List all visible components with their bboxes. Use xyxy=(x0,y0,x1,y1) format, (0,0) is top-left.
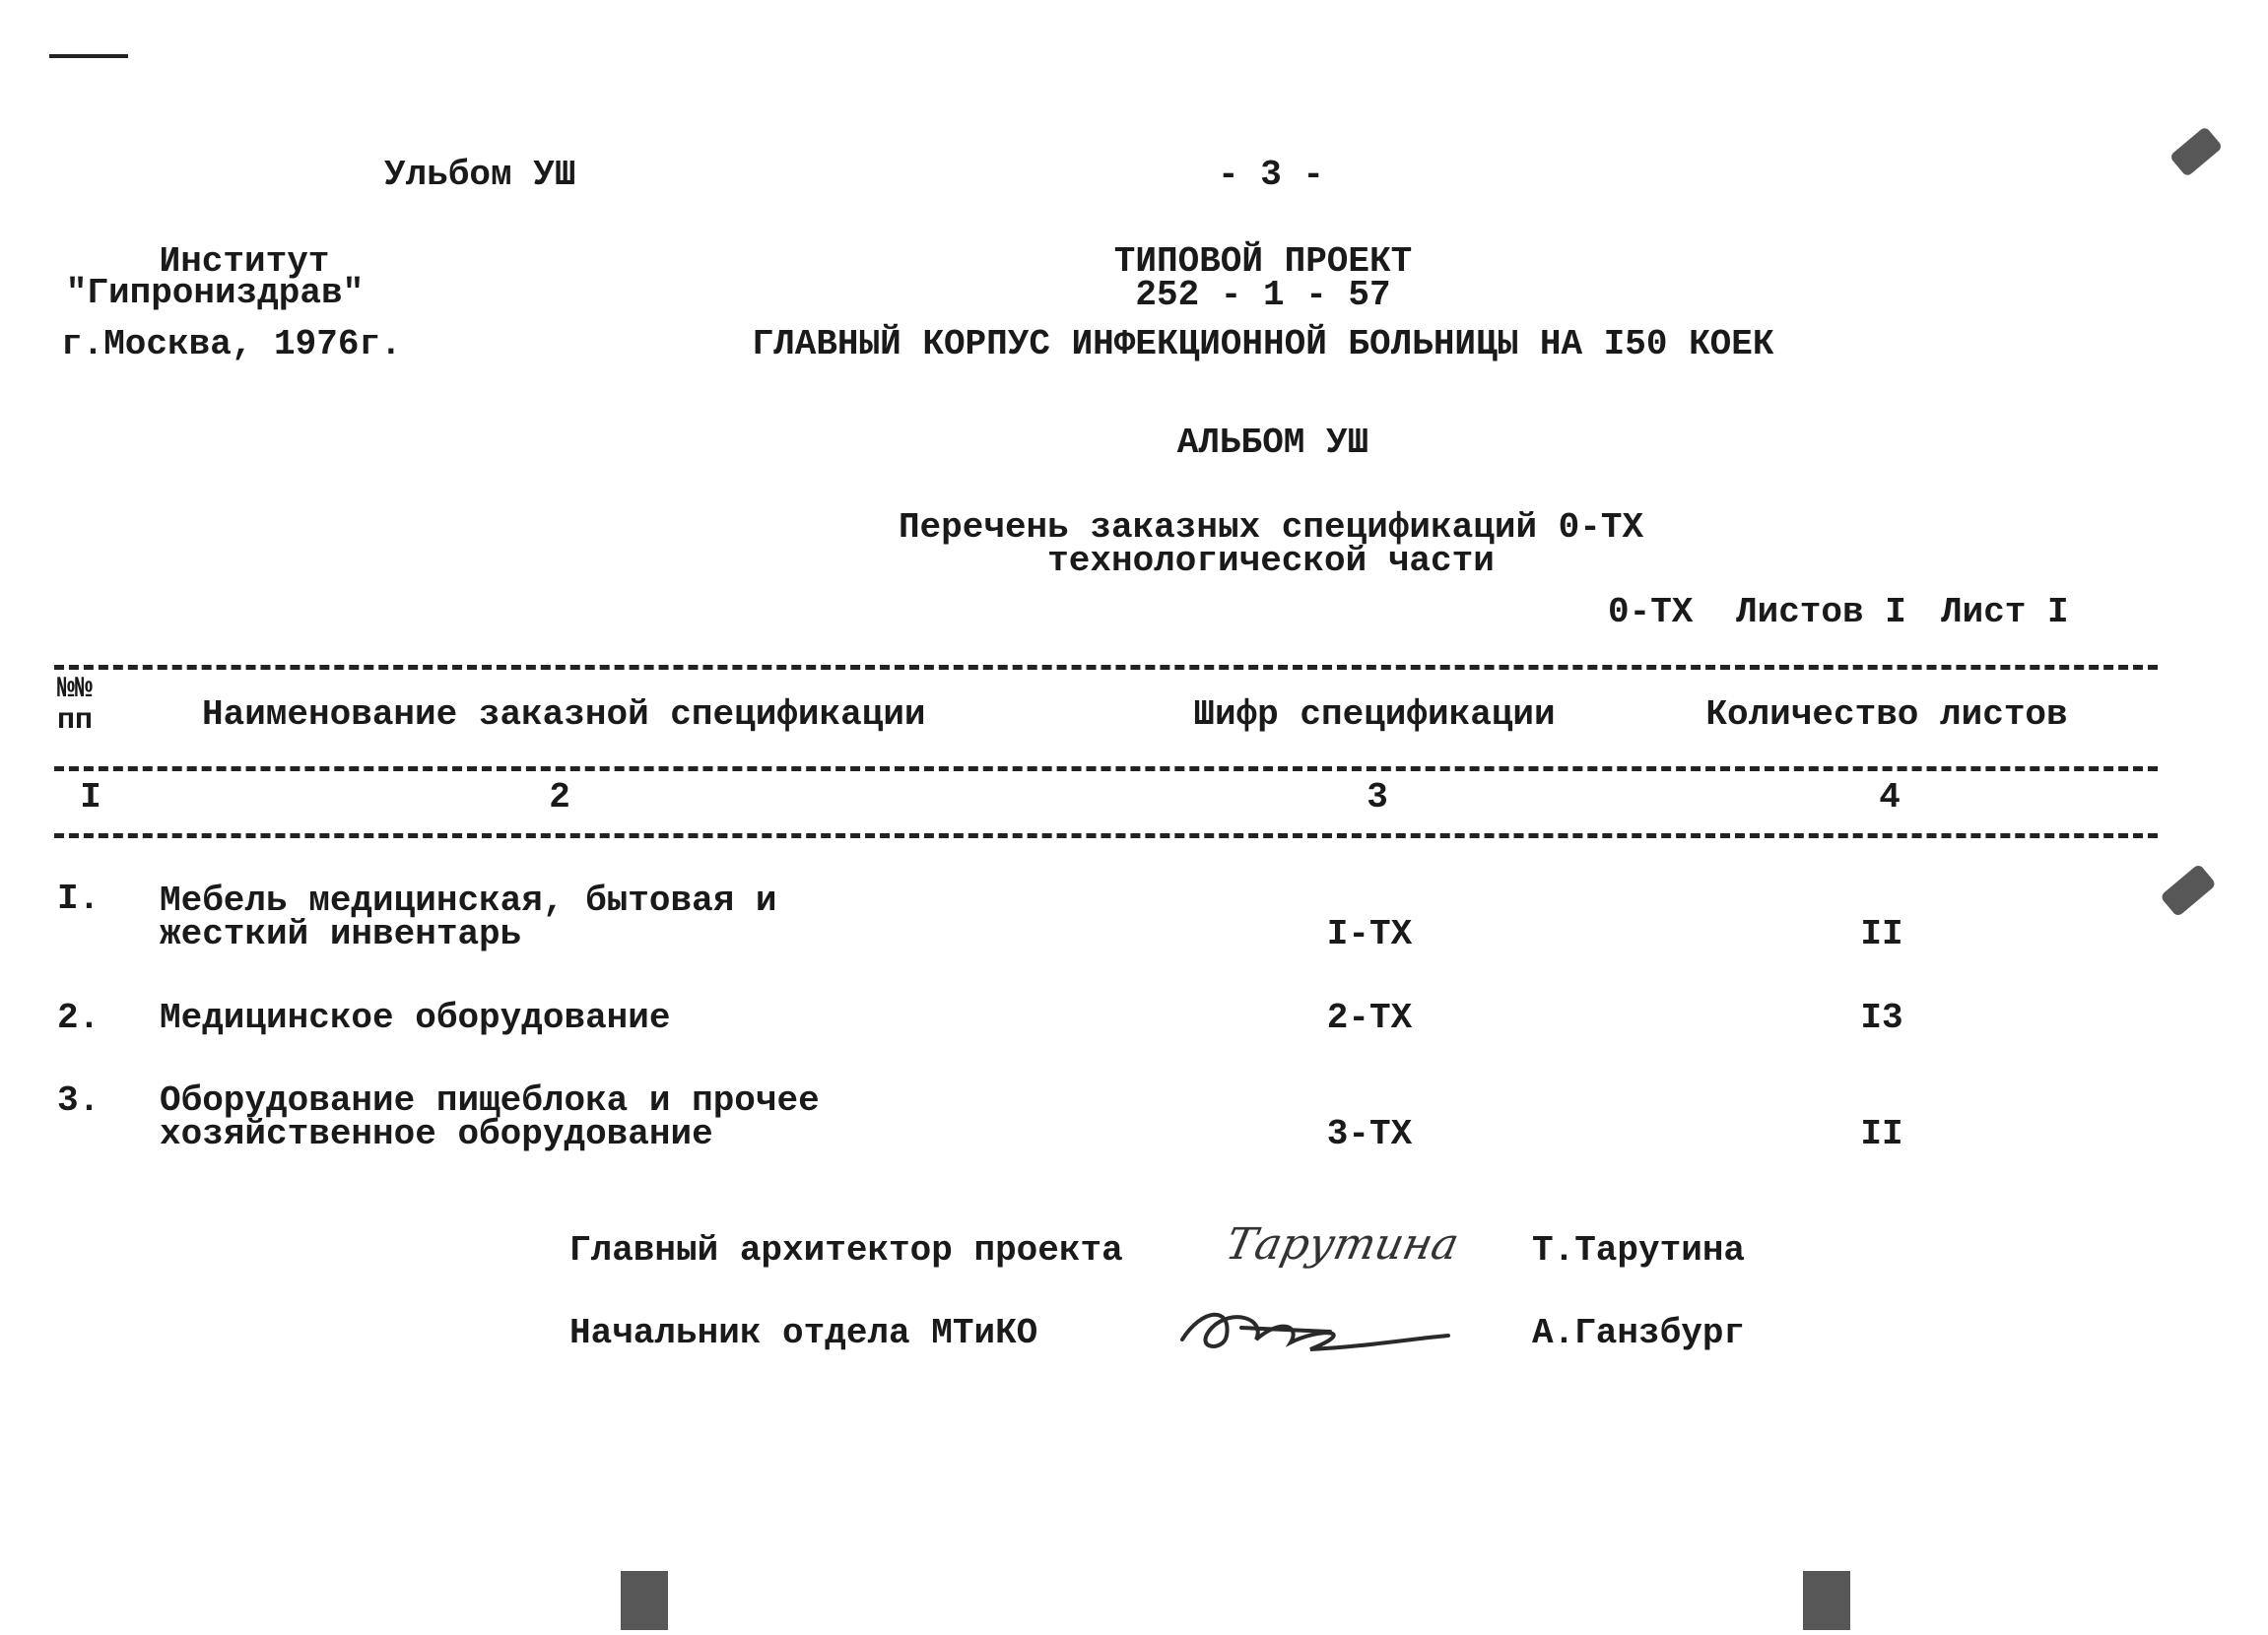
project-type: ТИПОВОЙ ПРОЕКТ xyxy=(1113,241,1413,282)
signature-role: Главный архитектор проекта xyxy=(569,1230,1123,1271)
sheet-code: 0-ТХ xyxy=(1608,592,1694,632)
project-code: 252 - 1 - 57 xyxy=(1135,275,1391,315)
table-rule-top xyxy=(54,665,2158,670)
row-name-line: хозяйственное оборудование xyxy=(160,1114,713,1154)
album-top-label: Ульбом УШ xyxy=(384,155,576,195)
page-number: - 3 - xyxy=(1217,155,1325,195)
table-rule-columns xyxy=(54,833,2158,838)
list-title-line-1: Перечень заказных спецификаций 0-ТХ xyxy=(898,507,1644,548)
row-code: 3-ТХ xyxy=(1326,1114,1413,1154)
row-name-line: жесткий инвентарь xyxy=(160,914,522,954)
signature-name: А.Ганзбург xyxy=(1532,1313,1746,1353)
project-title: ГЛАВНЫЙ КОРПУС ИНФЕКЦИОННОЙ БОЛЬНИЦЫ НА I50 КОЕК xyxy=(752,324,1774,364)
header-code: Шифр спецификации xyxy=(1193,694,1556,735)
scan-blot xyxy=(1803,1571,1850,1630)
sheets-total: Листов I xyxy=(1736,592,1906,632)
signature-role: Начальник отдела МТиКО xyxy=(569,1313,1038,1353)
row-number: 3. xyxy=(57,1080,100,1121)
table-rule-header xyxy=(54,766,2158,771)
scan-blot xyxy=(2160,864,2217,918)
scan-blot xyxy=(621,1571,668,1630)
signature-scribble xyxy=(1172,1298,1458,1367)
column-number-3: 3 xyxy=(1367,777,1388,818)
sheet-number: Лист I xyxy=(1941,592,2069,632)
header-number: №№ пп xyxy=(57,673,94,738)
row-name-line: Мебель медицинская, бытовая и xyxy=(160,881,777,921)
list-title-line-2: технологической части xyxy=(1047,541,1495,581)
row-number: 2. xyxy=(57,998,100,1038)
header-name: Наименование заказной спецификации xyxy=(202,694,926,735)
column-number-4: 4 xyxy=(1879,777,1901,818)
institute-city-year: г.Москва, 1976г. xyxy=(61,324,402,364)
row-sheets: II xyxy=(1860,914,1903,954)
institute-quote-name: "Гипрониздрав" xyxy=(65,273,365,313)
album-title: АЛЬБОМ УШ xyxy=(1176,423,1369,463)
scan-blot xyxy=(2169,126,2224,177)
column-number-1: I xyxy=(80,777,101,818)
header-sheets: Количество листов xyxy=(1705,694,2068,735)
institute-name: Институт xyxy=(159,241,330,282)
scan-mark xyxy=(49,54,128,58)
row-sheets: II xyxy=(1860,1114,1903,1154)
row-code: I-ТХ xyxy=(1326,914,1413,954)
signature-handwritten: Тарутина xyxy=(1221,1219,1464,1270)
row-name-line: Оборудование пищеблока и прочее xyxy=(160,1080,820,1121)
signature-name: Т.Тарутина xyxy=(1532,1230,1746,1271)
row-name-line: Медицинское оборудование xyxy=(160,998,671,1038)
row-sheets: I3 xyxy=(1860,998,1903,1038)
row-number: I. xyxy=(57,879,100,919)
row-code: 2-ТХ xyxy=(1326,998,1413,1038)
column-number-2: 2 xyxy=(549,777,570,818)
